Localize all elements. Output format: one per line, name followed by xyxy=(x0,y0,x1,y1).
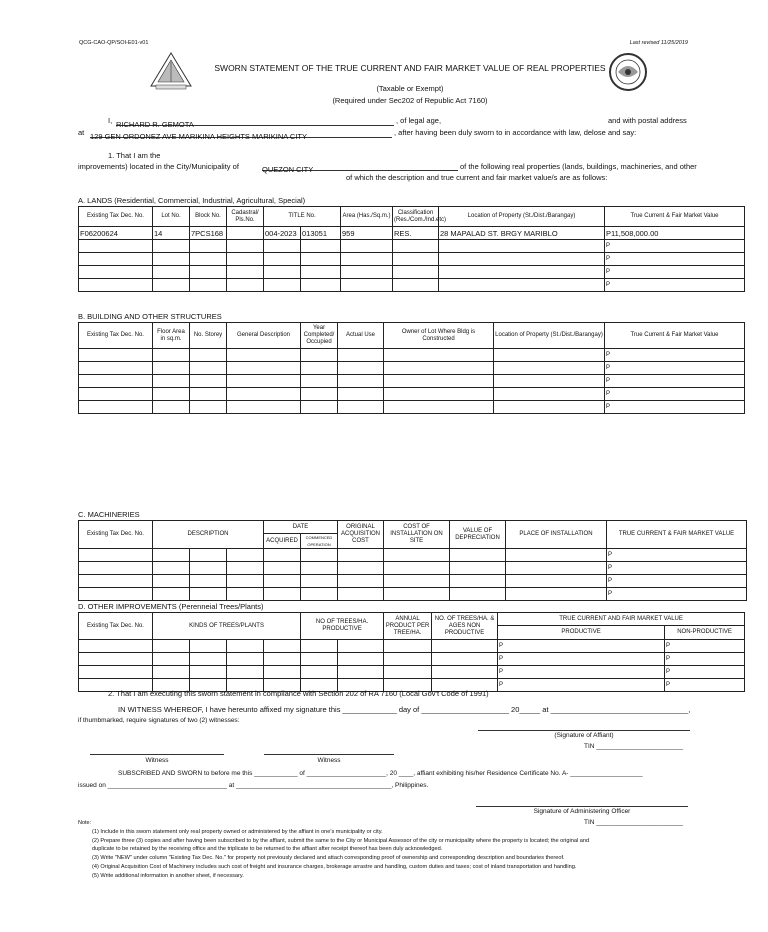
table-cell[interactable] xyxy=(190,349,227,362)
table-row xyxy=(79,575,747,588)
table-cell[interactable]: 14 xyxy=(153,227,190,240)
table-cell[interactable] xyxy=(264,562,301,575)
table-cell[interactable] xyxy=(153,401,190,414)
table-cell[interactable]: RES. xyxy=(393,227,439,240)
table-cell[interactable]: 959 xyxy=(341,227,393,240)
item-1-text: 1. That I am the xyxy=(108,151,161,160)
table-cell[interactable]: P xyxy=(665,653,745,666)
bldg-hdr-location: Location of Property (St./Dist./Barangay) xyxy=(494,323,605,349)
quezon-city-seal-icon xyxy=(604,52,652,92)
table-cell[interactable] xyxy=(227,362,301,375)
bldg-hdr-value: True Current & Fair Market Value xyxy=(605,323,745,349)
table-cell[interactable] xyxy=(227,653,264,666)
table-cell[interactable] xyxy=(301,549,338,562)
table-cell[interactable] xyxy=(301,653,338,666)
mach-hdr-install-cost: COST OF INSTALLATION ON SITE xyxy=(384,521,450,549)
table-cell[interactable] xyxy=(79,575,153,588)
table-cell[interactable] xyxy=(153,653,190,666)
table-cell[interactable] xyxy=(432,640,498,653)
witness-1-label: Witness xyxy=(145,757,169,764)
table-cell[interactable] xyxy=(338,666,384,679)
item-2-text: 2. That I am executing this sworn statement in compliance with Section 202 of RA 7160 (Local Gov't Code of 1991) xyxy=(108,689,489,698)
bldg-hdr-year: Year Completed/ Occupied xyxy=(301,323,338,349)
mach-hdr-acquired: ACQUIRED xyxy=(264,534,301,549)
table-cell[interactable] xyxy=(153,640,190,653)
machineries-table xyxy=(78,520,747,601)
table-cell[interactable] xyxy=(190,666,227,679)
subtitle-taxable: (Taxable or Exempt) xyxy=(376,84,444,93)
subtitle-required: (Required under Sec202 of Republic Act 7160) xyxy=(332,96,488,105)
table-cell[interactable] xyxy=(450,575,506,588)
table-cell[interactable] xyxy=(79,279,153,292)
table-cell[interactable] xyxy=(153,666,190,679)
table-cell[interactable] xyxy=(384,575,450,588)
table-cell[interactable] xyxy=(338,640,384,653)
table-cell[interactable] xyxy=(79,240,153,253)
table-cell[interactable] xyxy=(79,266,153,279)
table-cell[interactable] xyxy=(301,240,341,253)
table-cell[interactable] xyxy=(227,588,264,601)
table-cell[interactable] xyxy=(264,253,301,266)
table-cell[interactable] xyxy=(301,349,338,362)
affiant-address: 129 GEN ORDONEZ AVE MARIKINA HEIGHTS MARIKINA CITY xyxy=(90,132,307,141)
table-cell[interactable] xyxy=(190,653,227,666)
table-row xyxy=(79,362,745,375)
issued-text: issued on _________________________________ at ___________________________________________, Philippines. xyxy=(78,782,429,789)
witness-2-line[interactable] xyxy=(264,752,394,755)
lands-hdr-cadastral: Cadastral/ Pls.No. xyxy=(227,207,264,227)
signature-officer-label: Signature of Administering Officer xyxy=(533,808,631,815)
table-cell[interactable] xyxy=(301,388,338,401)
table-cell[interactable]: P xyxy=(605,349,745,362)
table-cell[interactable] xyxy=(384,562,450,575)
table-cell[interactable] xyxy=(338,388,384,401)
table-cell[interactable] xyxy=(264,575,301,588)
lands-table xyxy=(78,206,745,292)
lands-hdr-taxdec: Existing Tax Dec. No. xyxy=(79,207,153,227)
page-title: SWORN STATEMENT OF THE TRUE CURRENT AND FAIR MARKET VALUE OF REAL PROPERTIES xyxy=(214,63,606,73)
following-text: of the following real properties (lands, buildings, machineries, and other xyxy=(460,162,697,171)
table-cell[interactable] xyxy=(393,279,439,292)
table-cell[interactable] xyxy=(384,375,494,388)
table-row xyxy=(79,666,745,679)
table-cell[interactable] xyxy=(227,349,301,362)
table-row xyxy=(79,562,747,575)
mach-hdr-taxdec: Existing Tax Dec. No. xyxy=(79,521,153,549)
table-cell[interactable] xyxy=(190,266,227,279)
lands-hdr-lot: Lot No. xyxy=(153,207,190,227)
table-cell[interactable] xyxy=(341,240,393,253)
seal-left-icon xyxy=(148,50,194,90)
note-item: (1) Include in this sworn statement only real property owned or administered by the affiant in one's municipality or city. xyxy=(92,829,383,835)
city-value: QUEZON CITY xyxy=(262,165,314,174)
table-cell[interactable] xyxy=(494,388,605,401)
table-cell[interactable]: 7PCS168 xyxy=(190,227,227,240)
mach-hdr-depreciation: VALUE OF DEPRECIATION xyxy=(450,521,506,549)
table-cell[interactable] xyxy=(227,401,301,414)
impr-hdr-nonproductive-count: NO. OF TREES/HA. & AGES NON PRODUCTIVE xyxy=(432,613,498,640)
table-cell[interactable] xyxy=(494,401,605,414)
impr-hdr-taxdec: Existing Tax Dec. No. xyxy=(79,613,153,640)
table-cell[interactable] xyxy=(341,279,393,292)
mach-hdr-place: PLACE OF INSTALLATION xyxy=(506,521,607,549)
table-cell[interactable] xyxy=(439,279,605,292)
table-cell[interactable] xyxy=(338,575,384,588)
table-cell[interactable] xyxy=(338,401,384,414)
table-row xyxy=(79,401,745,414)
table-cell[interactable] xyxy=(79,588,153,601)
table-cell[interactable] xyxy=(384,666,432,679)
table-cell[interactable] xyxy=(384,362,494,375)
witness-2-label: Witness xyxy=(317,757,341,764)
table-cell[interactable]: P xyxy=(605,388,745,401)
table-cell[interactable] xyxy=(79,349,153,362)
mach-hdr-date: DATE xyxy=(264,521,338,534)
table-cell[interactable] xyxy=(153,362,190,375)
at-label: at xyxy=(78,128,85,137)
table-cell[interactable] xyxy=(341,253,393,266)
bldg-hdr-storey: No. Storey xyxy=(190,323,227,349)
city-field[interactable] xyxy=(262,159,458,174)
table-cell[interactable] xyxy=(264,240,301,253)
table-cell[interactable] xyxy=(227,388,301,401)
table-cell[interactable] xyxy=(450,588,506,601)
last-revised: Last revised 11/25/2019 xyxy=(629,40,688,46)
bldg-hdr-desc: General Description xyxy=(227,323,301,349)
section-a-title: A. LANDS (Residential, Commercial, Industrial, Agricultural, Special) xyxy=(78,196,306,205)
section-c-title: C. MACHINERIES xyxy=(78,510,140,519)
table-cell[interactable] xyxy=(227,575,264,588)
lands-hdr-value: True Current & Fair Market Value xyxy=(605,207,745,227)
table-cell[interactable] xyxy=(227,562,264,575)
table-cell[interactable] xyxy=(79,401,153,414)
mach-hdr-value: TRUE CURRENT & FAIR MARKET VALUE xyxy=(607,521,747,549)
table-cell[interactable]: F06200624 xyxy=(79,227,153,240)
table-cell[interactable] xyxy=(227,240,264,253)
legal-age-text: , of legal age, xyxy=(396,116,442,125)
table-cell[interactable] xyxy=(227,549,264,562)
table-cell[interactable] xyxy=(432,653,498,666)
table-cell[interactable] xyxy=(450,562,506,575)
table-cell[interactable]: P xyxy=(605,375,745,388)
mach-hdr-commenced: COMMENCED OPERATION xyxy=(301,534,338,549)
table-cell[interactable] xyxy=(190,253,227,266)
table-cell[interactable] xyxy=(190,562,227,575)
table-cell[interactable] xyxy=(79,549,153,562)
table-cell[interactable] xyxy=(264,279,301,292)
lands-hdr-block: Block No. xyxy=(190,207,227,227)
table-cell[interactable] xyxy=(190,240,227,253)
table-row xyxy=(79,253,745,266)
table-cell[interactable] xyxy=(227,375,301,388)
table-cell[interactable] xyxy=(190,279,227,292)
table-cell[interactable] xyxy=(79,562,153,575)
table-cell[interactable] xyxy=(338,362,384,375)
table-cell[interactable] xyxy=(153,253,190,266)
impr-hdr-nonproductive: NON-PRODUCTIVE xyxy=(665,626,745,640)
table-cell[interactable] xyxy=(153,388,190,401)
table-cell[interactable]: 004-2023 xyxy=(264,227,301,240)
bldg-hdr-use: Actual Use xyxy=(338,323,384,349)
table-cell[interactable] xyxy=(153,588,190,601)
table-cell[interactable]: P xyxy=(665,640,745,653)
subscribed-text: SUBSCRIBED AND SWORN to before me this ____________ of ______________________, 20 ____, affiant exhibiting his/her Residence Certificate No. A- ____________________ xyxy=(118,770,643,777)
table-cell[interactable] xyxy=(301,588,338,601)
table-cell[interactable]: P11,508,000.00 xyxy=(605,227,745,240)
table-cell[interactable] xyxy=(384,388,494,401)
table-cell[interactable] xyxy=(227,227,264,240)
table-cell[interactable] xyxy=(384,349,494,362)
table-cell[interactable]: P xyxy=(605,240,745,253)
thumbmark-text: if thumbmarked, require signatures of two (2) witnesses: xyxy=(78,717,240,724)
table-row xyxy=(79,227,745,240)
postal-text: and with postal address xyxy=(608,116,687,125)
table-cell[interactable] xyxy=(338,549,384,562)
affiant-name-field[interactable] xyxy=(116,114,394,129)
table-cell[interactable] xyxy=(494,362,605,375)
table-cell[interactable]: P xyxy=(605,279,745,292)
improvements-text: improvements) located in the City/Municipality of xyxy=(78,162,239,171)
table-cell[interactable]: P xyxy=(665,666,745,679)
table-row xyxy=(79,375,745,388)
witness-1-line[interactable] xyxy=(90,752,224,755)
lands-hdr-location: Location of Property (St./Dist./Barangay) xyxy=(439,207,605,227)
note-item: (5) Write additional information in another sheet, if necessary. xyxy=(92,873,244,879)
table-cell[interactable]: P xyxy=(607,575,747,588)
table-cell[interactable] xyxy=(338,653,384,666)
table-cell[interactable] xyxy=(264,266,301,279)
table-cell[interactable] xyxy=(264,640,301,653)
table-row xyxy=(79,388,745,401)
table-cell[interactable]: P xyxy=(605,362,745,375)
table-cell[interactable] xyxy=(264,653,301,666)
table-cell[interactable]: P xyxy=(605,401,745,414)
impr-hdr-value: TRUE CURRENT AND FAIR MARKET VALUE xyxy=(498,613,745,626)
table-cell[interactable] xyxy=(384,549,450,562)
table-cell[interactable] xyxy=(301,279,341,292)
table-row xyxy=(79,549,747,562)
note-label: Note: xyxy=(78,820,92,826)
lands-hdr-class: Classification (Res./Com./Ind.etc) xyxy=(393,207,439,227)
signature-affiant-label: (Signature of Affiant) xyxy=(554,732,614,739)
table-cell[interactable] xyxy=(153,279,190,292)
table-cell[interactable] xyxy=(153,375,190,388)
note-item: (2) Prepare three (3) copies and after having been subscribed to by the affiant, submit the same to the City or Municipal Assessor of the city or municipality where the property is located; the original and xyxy=(92,838,590,844)
table-cell[interactable]: P xyxy=(605,266,745,279)
table-cell[interactable] xyxy=(153,266,190,279)
table-row xyxy=(79,240,745,253)
table-cell[interactable] xyxy=(301,266,341,279)
officer-signature-line[interactable] xyxy=(476,804,688,807)
form-code: QCG-CAO-QP/SOI-E01-v01 xyxy=(79,40,149,46)
table-cell[interactable] xyxy=(506,588,607,601)
table-cell[interactable] xyxy=(79,640,153,653)
table-row xyxy=(79,349,745,362)
table-cell[interactable] xyxy=(190,575,227,588)
table-cell[interactable] xyxy=(439,253,605,266)
table-cell[interactable] xyxy=(384,588,450,601)
table-cell[interactable] xyxy=(153,575,190,588)
table-row xyxy=(79,279,745,292)
bldg-hdr-taxdec: Existing Tax Dec. No. xyxy=(79,323,153,349)
table-cell[interactable]: P xyxy=(607,549,747,562)
table-cell[interactable] xyxy=(227,666,264,679)
affiant-signature-line[interactable] xyxy=(478,728,690,731)
bldg-hdr-floor: Floor Area in sq.m. xyxy=(153,323,190,349)
table-cell[interactable] xyxy=(190,401,227,414)
description-text: of which the description and true current and fair market value/s are as follows: xyxy=(346,173,608,182)
witness-whereof-text: IN WITNESS WHEREOF, I have hereunto affixed my signature this _____________ day of _____________________ 20_____ at _________________________________, xyxy=(118,705,691,714)
table-cell[interactable]: P xyxy=(498,666,665,679)
impr-hdr-annual: ANNUAL PRODUCT PER TREE/HA. xyxy=(384,613,432,640)
affiant-name: RICHARD R. GEMOTA xyxy=(116,120,194,129)
table-row xyxy=(79,640,745,653)
table-cell[interactable] xyxy=(301,575,338,588)
table-cell[interactable] xyxy=(301,562,338,575)
table-cell[interactable] xyxy=(393,253,439,266)
note-item: (4) Original Acquisition Cost of Machinery includes such cost of freight and insurance charges, brokerage arrastre and handling, custom duties and taxes; cost of inland transportation and handling. xyxy=(92,864,577,870)
table-cell[interactable] xyxy=(338,588,384,601)
mach-hdr-acq-cost: ORIGINAL ACQUISITION COST xyxy=(338,521,384,549)
table-cell[interactable] xyxy=(190,375,227,388)
table-cell[interactable]: P xyxy=(605,253,745,266)
table-cell[interactable] xyxy=(301,362,338,375)
note-item: duplicate to be retained by the receiving office and the triplicate to be returned to the affiant after receipt thereof has been duly acknowledged. xyxy=(92,846,443,852)
table-cell[interactable] xyxy=(227,640,264,653)
table-cell[interactable] xyxy=(153,349,190,362)
table-cell[interactable] xyxy=(338,349,384,362)
table-cell[interactable] xyxy=(227,266,264,279)
lands-hdr-area: Area (Has./Sq.m.) xyxy=(341,207,393,227)
table-cell[interactable] xyxy=(301,666,338,679)
table-cell[interactable] xyxy=(79,653,153,666)
note-item: (3) Write "NEW" under column "Existing Tax Dec. No." for property not previously declared and attach corresponding proof of ownership and corresponding description and boundaries thereof. xyxy=(92,855,565,861)
table-cell[interactable] xyxy=(432,666,498,679)
table-row xyxy=(79,588,747,601)
buildings-table xyxy=(78,322,745,414)
impr-hdr-productive: PRODUCTIVE xyxy=(498,626,665,640)
tin-officer: TIN ________________________ xyxy=(584,819,684,826)
table-cell[interactable] xyxy=(79,666,153,679)
impr-hdr-kinds: KINDS OF TREES/PLANTS xyxy=(153,613,301,640)
table-cell[interactable]: P xyxy=(607,562,747,575)
table-cell[interactable] xyxy=(494,349,605,362)
table-cell[interactable] xyxy=(301,253,341,266)
table-cell[interactable] xyxy=(153,562,190,575)
table-cell[interactable] xyxy=(341,266,393,279)
improvements-table xyxy=(78,612,745,692)
table-cell[interactable] xyxy=(439,240,605,253)
address-field[interactable] xyxy=(90,126,392,141)
table-cell[interactable] xyxy=(301,401,338,414)
mach-hdr-desc: DESCRIPTION xyxy=(153,521,264,549)
table-cell[interactable] xyxy=(393,240,439,253)
table-cell[interactable] xyxy=(338,375,384,388)
table-cell[interactable] xyxy=(506,549,607,562)
lands-hdr-title: TITLE No. xyxy=(264,207,341,227)
table-cell[interactable] xyxy=(190,640,227,653)
impr-hdr-productive-count: NO OF TREES/HA. PRODUCTIVE xyxy=(301,613,384,640)
table-cell[interactable] xyxy=(153,549,190,562)
table-cell[interactable] xyxy=(227,279,264,292)
table-cell[interactable] xyxy=(301,640,338,653)
i-prefix: I, xyxy=(108,116,113,125)
table-cell[interactable] xyxy=(450,549,506,562)
table-cell[interactable] xyxy=(190,549,227,562)
table-cell[interactable] xyxy=(190,362,227,375)
table-cell[interactable] xyxy=(79,388,153,401)
table-cell[interactable] xyxy=(79,362,153,375)
section-d-title: D. OTHER IMPROVEMENTS (Perenneial Trees/Plants) xyxy=(78,602,264,611)
table-cell[interactable] xyxy=(264,666,301,679)
table-cell[interactable] xyxy=(79,375,153,388)
table-cell[interactable] xyxy=(384,401,494,414)
section-b-title: B. BUILDING AND OTHER STRUCTURES xyxy=(78,312,222,321)
table-cell[interactable]: P xyxy=(607,588,747,601)
table-cell[interactable] xyxy=(79,253,153,266)
table-cell[interactable] xyxy=(506,562,607,575)
table-cell[interactable]: P xyxy=(498,653,665,666)
table-cell[interactable] xyxy=(190,588,227,601)
tin-affiant: TIN ________________________ xyxy=(584,743,684,750)
table-cell[interactable]: 28 MAPALAD ST. BRGY MARIBLO xyxy=(439,227,605,240)
table-cell[interactable] xyxy=(494,375,605,388)
table-cell[interactable] xyxy=(393,266,439,279)
sworn-text: , after having been duly sworn to in accordance with law, delose and say: xyxy=(394,128,637,137)
table-row xyxy=(79,653,745,666)
table-cell[interactable] xyxy=(264,549,301,562)
table-cell[interactable] xyxy=(301,375,338,388)
table-row xyxy=(79,266,745,279)
table-cell[interactable]: P xyxy=(498,679,665,692)
table-cell[interactable]: 013051 xyxy=(301,227,341,240)
table-cell[interactable] xyxy=(384,653,432,666)
table-cell[interactable] xyxy=(264,588,301,601)
table-cell[interactable] xyxy=(153,240,190,253)
table-cell[interactable]: P xyxy=(498,640,665,653)
table-cell[interactable] xyxy=(384,640,432,653)
table-cell[interactable] xyxy=(506,575,607,588)
table-cell[interactable] xyxy=(338,562,384,575)
table-cell[interactable] xyxy=(439,266,605,279)
table-cell[interactable] xyxy=(190,388,227,401)
table-cell[interactable]: P xyxy=(665,679,745,692)
bldg-hdr-owner: Owner of Lot Where Bldg is Constructed xyxy=(384,323,494,349)
table-cell[interactable] xyxy=(227,253,264,266)
